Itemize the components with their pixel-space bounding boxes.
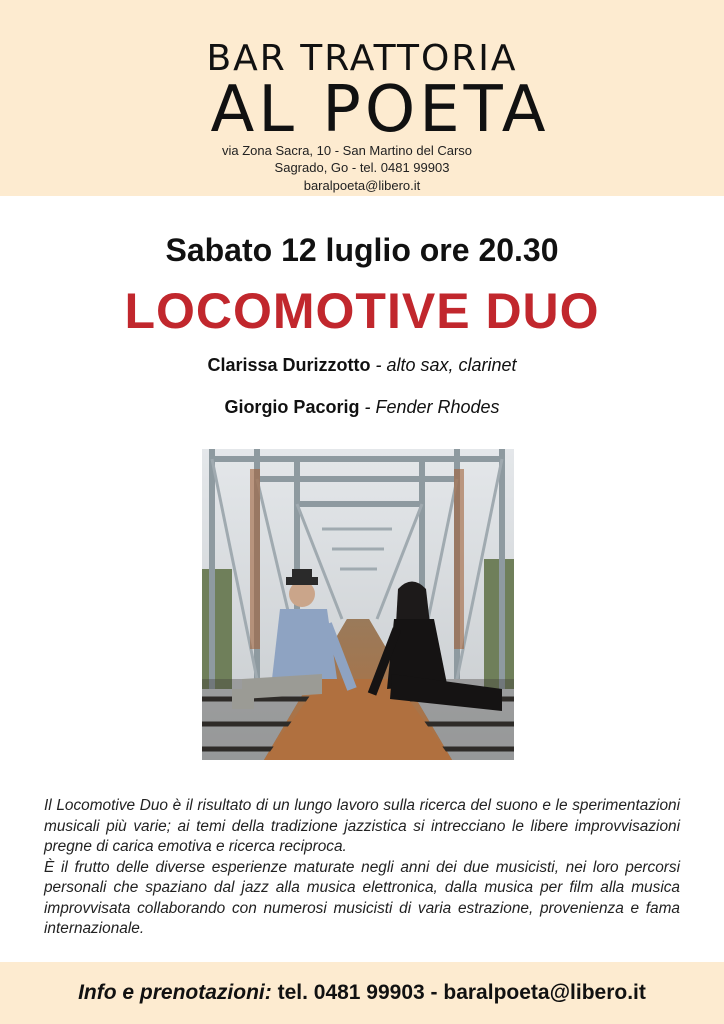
footer-contact-line [0, 981, 724, 1005]
musician-line [0, 355, 724, 376]
description-paragraph: Il Locomotive Duo è il risultato di un lungo lavoro sulla ricerca del suono e le sperimentazioni musicali più varie; ai temi della tradizione jazzistica si intrecciano le libere improvvisazioni pregne di carica emotiva e ricerca reciproca. [44, 797, 680, 855]
musician-line [0, 397, 724, 418]
footer-label: Info e prenotazioni: [78, 981, 272, 1004]
description-paragraph: È il frutto delle diverse esperienze maturate negli anni dei due musicisti, nei loro percorsi personali che spaziano dal jazz alla musica elettronica, dalla musica per film alla musica improvvisata collaborando con numerosi musicisti di varia estrazione, provenienza e fama internazionale. [44, 858, 680, 937]
address-street: via Zona Sacra, 10 - San Martino del Carso [222, 143, 473, 158]
address-email: baralpoeta@libero.it [303, 178, 421, 193]
musician-role: - Fender Rhodes [359, 397, 500, 417]
event-description [44, 796, 680, 940]
musician-name: Giorgio Pacorig [224, 397, 360, 417]
event-date: Sabato 12 luglio ore 20.30 [165, 232, 559, 268]
musician-role: - alto sax, clarinet [370, 355, 517, 375]
footer-contact: tel. 0481 99903 - baralpoeta@libero.it [271, 981, 646, 1004]
logo-title-line1: BAR TRATTORIA [206, 38, 518, 79]
bridge-photo-illustration [202, 449, 514, 760]
band-photo [202, 449, 514, 760]
band-name: LOCOMOTIVE DUO [124, 283, 600, 339]
logo-title-line2: AL POETA [210, 73, 550, 147]
address-city-phone: Sagrado, Go - tel. 0481 99903 [274, 160, 450, 175]
musician-name: Clarissa Durizzotto [207, 355, 371, 375]
